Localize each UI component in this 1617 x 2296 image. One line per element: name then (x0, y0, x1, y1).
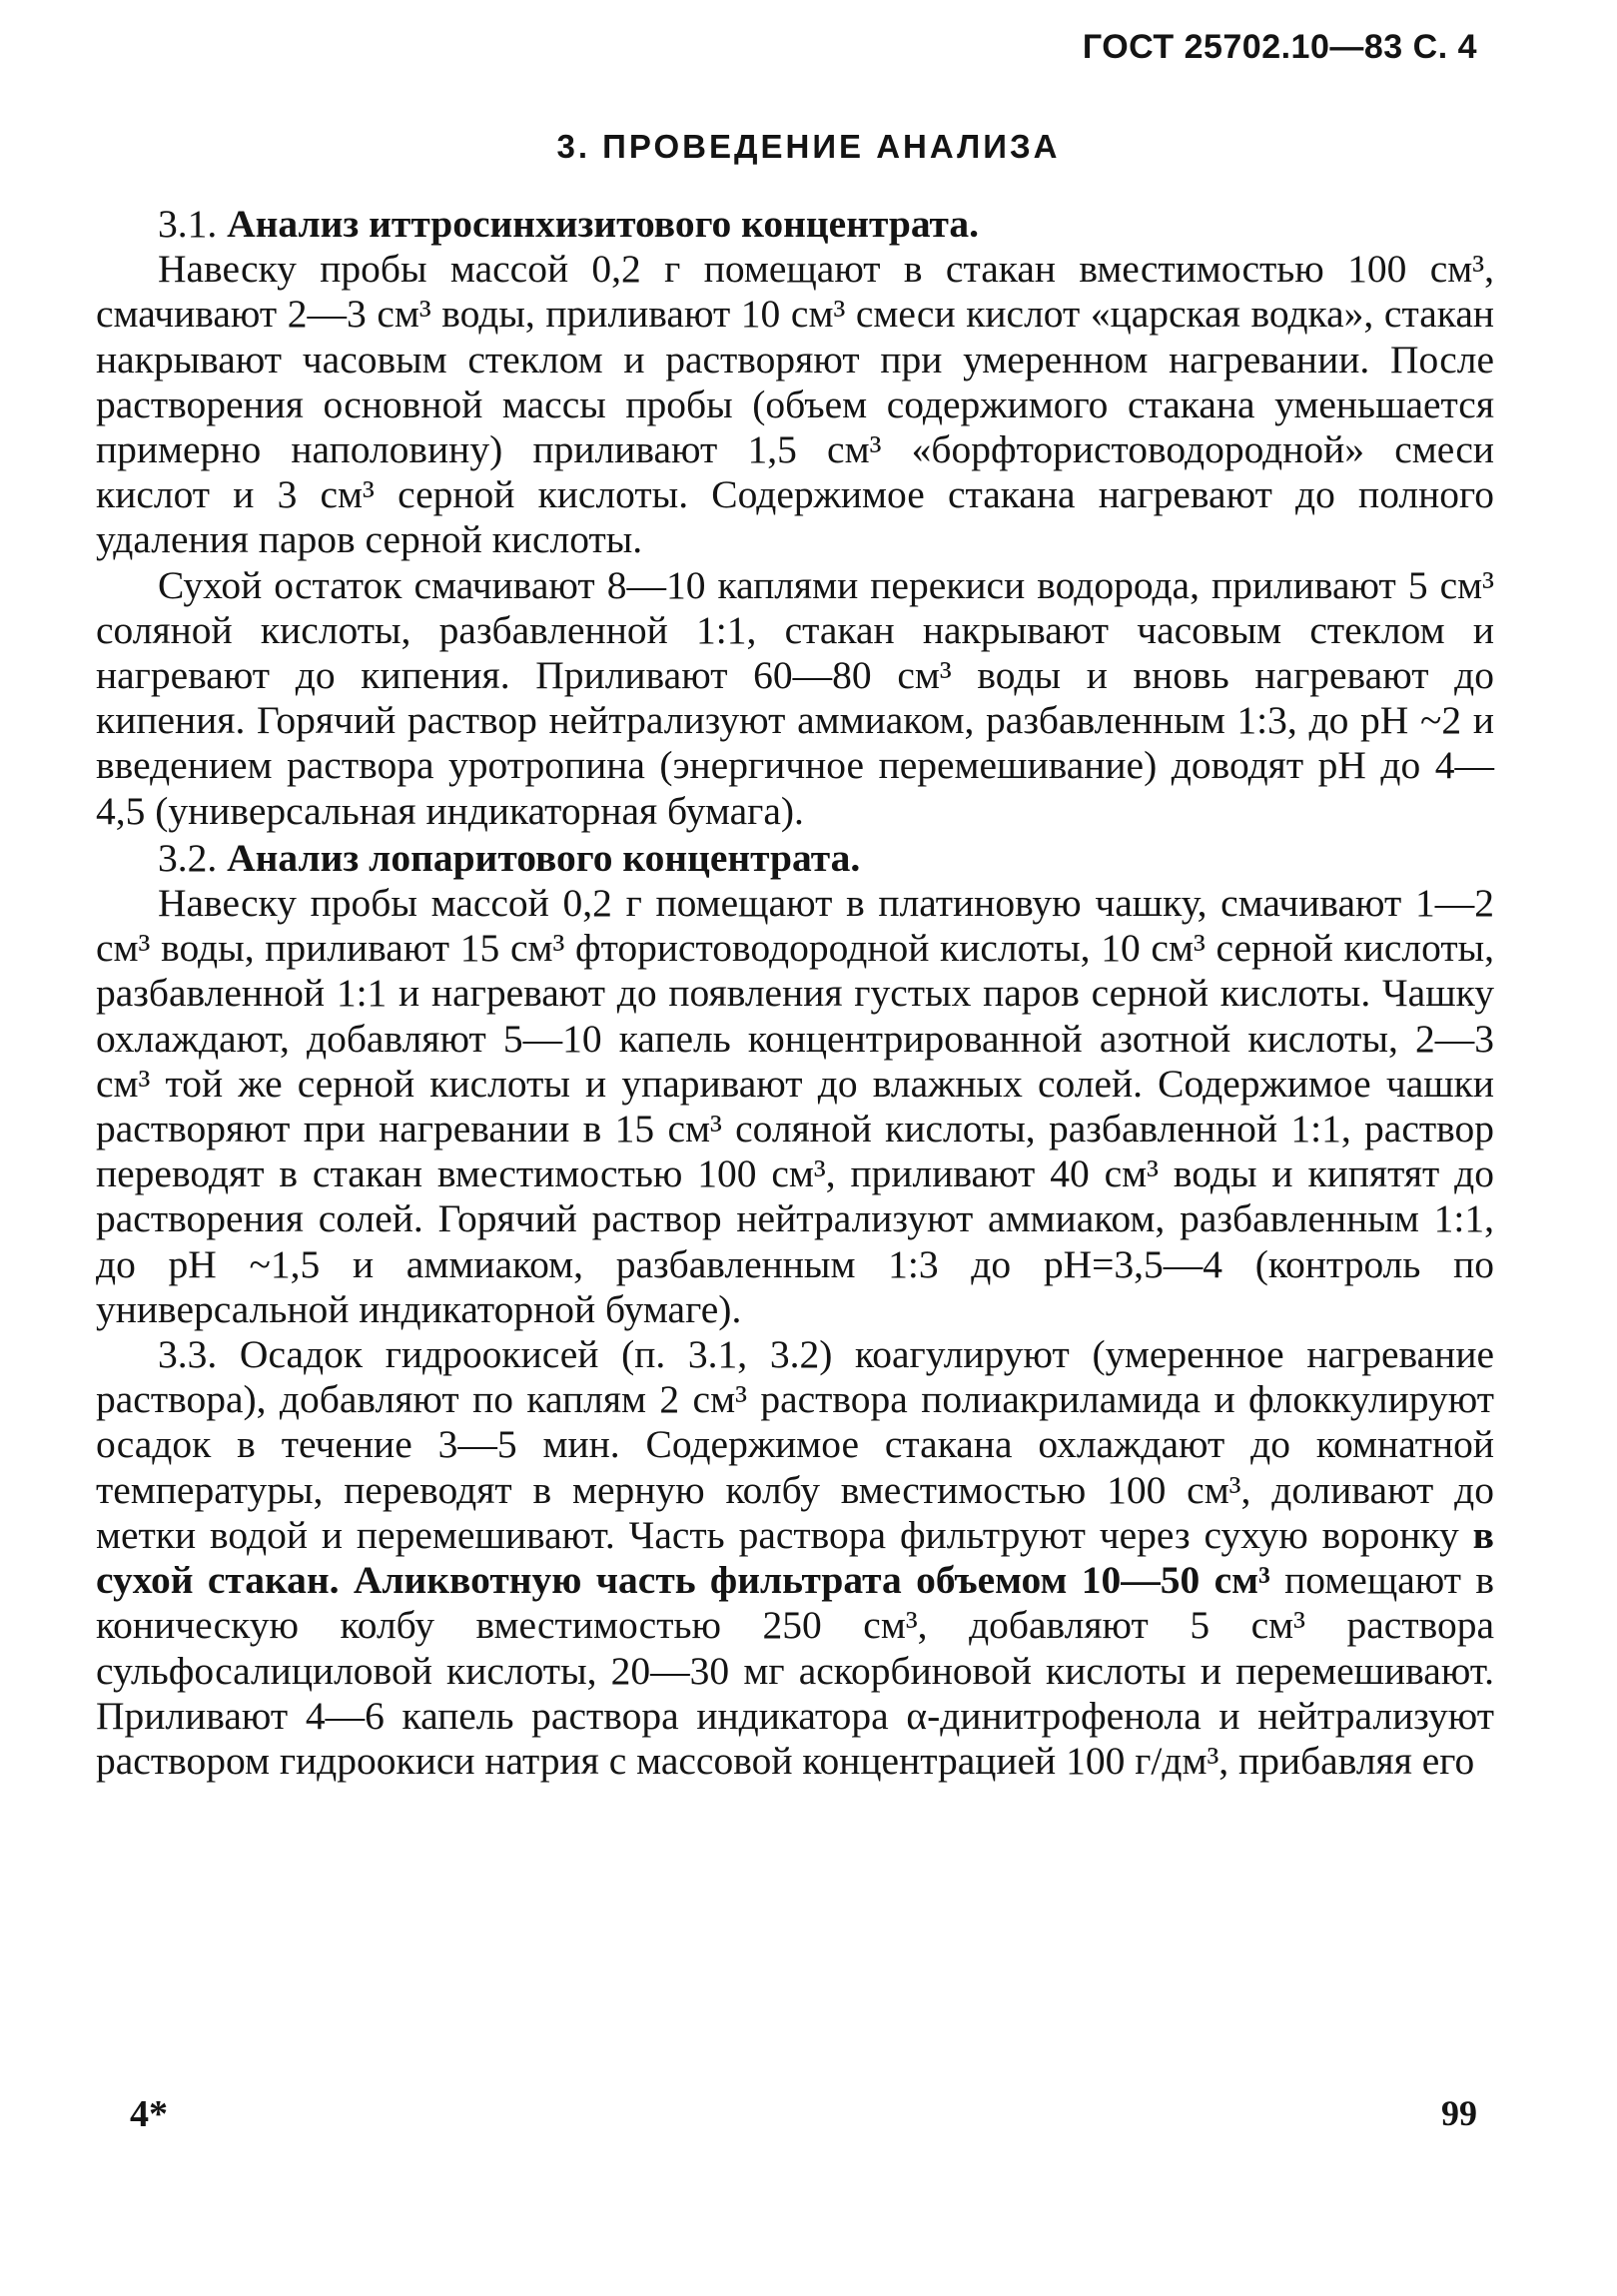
subsection-heading-3-1 (96, 202, 1494, 247)
subsection-title: Анализ иттросинхизитового концентрата. (227, 202, 980, 246)
paragraph-bold-text: в сухой стакан. Аликвотную часть фильтрата объемом 10—50 см³ (96, 1512, 1495, 1603)
paragraph: Навеску пробы массой 0,2 г помещают в стакан вместимостью 100 см³, смачивают 2—3 см³ воды, приливают 10 см³ смеси кислот «царская водка», стакан накрывают часовым стеклом и растворяют при умеренном нагревании. После растворения основной массы пробы (объем содержимого стакана уменьшается примерно наполовину) приливают 1,5 см³ «борфтористоводородной» смеси кислот и 3 см³ серной кислоты. Содержимое стакана нагревают до полного удаления паров серной кислоты. (96, 247, 1494, 562)
subsection-heading-3-2 (96, 836, 1494, 881)
paragraph-text: 3.3. Осадок гидроокисей (п. 3.1, 3.2) коагулируют (умеренное нагревание раствора), добавляют по каплям 2 см³ раствора полиакриламида и флоккулируют осадок в течение 3—5 мин. Содержимое стакана охлаждают до комнатной температуры, переводят в мерную колбу вместимостью 100 см³, доливают до метки водой и перемешивают. Часть раствора фильтруют через сухую воронку (96, 1332, 1494, 1557)
paragraph: Навеску пробы массой 0,2 г помещают в платиновую чашку, смачивают 1—2 см³ воды, приливают 15 см³ фтористоводородной кислоты, 10 см³ серной кислоты, разбавленной 1:1 и нагревают до появления густых паров серной кислоты. Чашку охлаждают, добавляют 5—10 капель концентрированной азотной кислоты, 2—3 см³ той же серной кислоты и упаривают до влажных солей. Содержимое чашки растворяют при нагревании в 15 см³ соляной кислоты, разбавленной 1:1, раствор переводят в стакан вместимостью 100 см³, приливают 40 см³ воды и кипятят до растворения солей. Горячий раствор нейтрализуют аммиаком, разбавленным 1:1, до pH ~1,5 и аммиаком, разбавленным 1:3 до pH=3,5—4 (контроль по универсальной индикаторной бумаге). (96, 881, 1494, 1331)
paragraph-3-3 (96, 1332, 1494, 1784)
page-header: ГОСТ 25702.10—83 С. 4 (1082, 28, 1477, 66)
subsection-number: 3.2. (158, 835, 218, 880)
paragraph-text: помещают в коническую колбу вместимостью 250 см³, добавляют 5 см³ раствора сульфосалициловой кислоты, 20—30 мг аскорбиновой кислоты и перемешивают. Приливают 4—6 капель раствора индикатора α-динитрофенола и нейтрализуют раствором гидроокиси натрия с массовой концентрацией 100 г/дм³, прибавляя его (96, 1558, 1494, 1783)
subsection-title: Анализ лопаритового концентрата. (227, 835, 861, 880)
page-number: 99 (1441, 2093, 1477, 2133)
body-text (96, 200, 1494, 1784)
subsection-number: 3.1. (158, 202, 218, 246)
paragraph: Сухой остаток смачивают 8—10 каплями перекиси водорода, приливают 5 см³ соляной кислоты, разбавленной 1:1, стакан накрывают часовым стеклом и нагревают до кипения. Приливают 60—80 см³ воды и вновь нагревают до кипения. Горячий раствор нейтрализуют аммиаком, разбавленным 1:3, до pH ~2 и введением раствора уротропина (энергичное перемешивание) доводят pH до 4—4,5 (универсальная индикаторная бумага). (96, 562, 1494, 833)
section-title: 3. ПРОВЕДЕНИЕ АНАЛИЗА (556, 128, 1061, 165)
signature-mark: 4* (130, 2093, 168, 2135)
